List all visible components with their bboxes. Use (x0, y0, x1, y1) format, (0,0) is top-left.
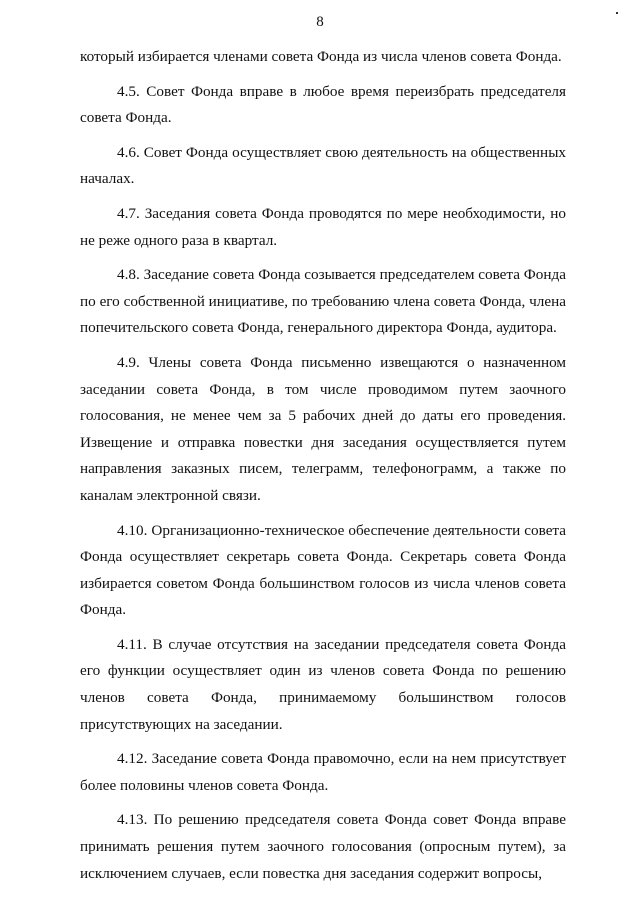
paragraph-4-7: 4.7. Заседания совета Фонда проводятся по мере необходимости, но не реже одного раза в квартал. (80, 204, 566, 249)
page-number: 8 (316, 14, 324, 30)
paragraph-4-10: 4.10. Организационно-техническое обеспечение деятельности совета Фонда осуществляет секретарь совета Фонда. Секретарь совета Фонда избирается советом Фонда большинством голосов из числа членов совета Фонда. (80, 521, 566, 619)
paragraph-4-11: 4.11. В случае отсутствия на заседании председателя совета Фонда его функции осуществляет один из членов совета Фонда по решению членов совета Фонда, принимаемому большинством голосов присутствующих на заседании. (80, 635, 566, 733)
paragraph-4-5: 4.5. Совет Фонда вправе в любое время переизбрать председателя совета Фонда. (80, 82, 566, 127)
paragraph-4-13: 4.13. По решению председателя совета Фонда совет Фонда вправе принимать решения путем заочного голосования (опросным путем), за исключением случаев, если повестка дня заседания содержит вопросы, (80, 811, 566, 882)
paragraph-4-9: 4.9. Члены совета Фонда письменно извещаются о назначенном заседании совета Фонда, в том числе проводимом путем заочного голосования, не менее чем за 5 рабочих дней до даты его проведения. Извещение и отправка повестки дня заседания осуществляется путем направления заказных писем, телеграмм, телефонограмм, а также по каналам электронной связи. (80, 353, 566, 504)
paragraph-4-8: 4.8. Заседание совета Фонда созывается председателем совета Фонда по его собственной инициативе, по требованию члена совета Фонда, члена попечительского совета Фонда, генерального директора Фонда, аудитора. (80, 266, 566, 337)
paragraph-4-12: 4.12. Заседание совета Фонда правомочно, если на нем присутствует более половины членов совета Фонда. (80, 750, 566, 794)
document-body (80, 44, 566, 887)
paragraph-4-6: 4.6. Совет Фонда осуществляет свою деятельность на общественных началах. (80, 143, 566, 188)
paragraph-continuation: который избирается членами совета Фонда из числа членов совета Фонда. (80, 48, 562, 65)
scan-speck (616, 12, 618, 14)
